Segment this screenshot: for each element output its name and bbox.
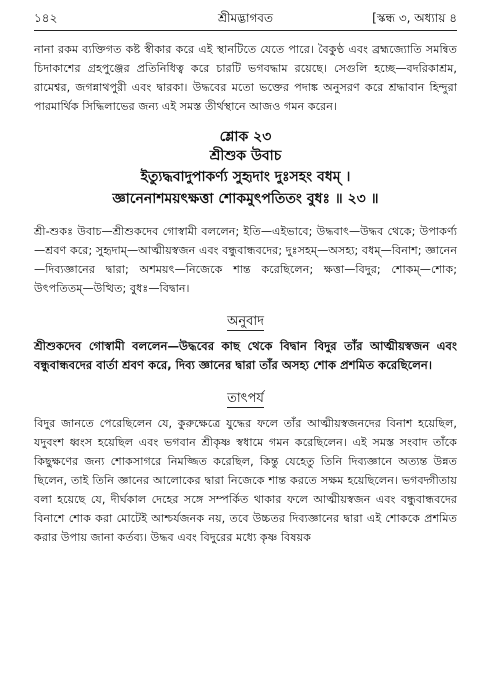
synonyms-paragraph: শ্রী-শুকঃ উবাচ—শ্রীশুকদেব গোস্বামী বললেন; ইতি—এইভাবে; উদ্ধবাৎ—উদ্ধব থেকে; উপাকর্ণ্য—শ্রবণ করে; সুহৃদাম্—আত্মীয়স্বজন এবং বন্ধুবান্ধবদের; দুঃসহম্—অসহ্য; বধম্—বিনাশ; জ্ঞানেন—দিব্যজ্ঞানের দ্বারা; অশময়ৎ—নিজেকে শান্ত করেছিলেন; ক্ষত্তা—বিদুর; শোকম্—শোক; উৎপতিতম্—উত্থিত; বুধঃ—বিদ্বান।	[34, 225, 457, 295]
page-content	[34, 40, 457, 547]
translation-heading-text: অনুবাদ	[227, 314, 264, 329]
translation-paragraph: শ্রীশুকদেব গোস্বামী বললেন—উদ্ধবের কাছ থেকে বিদ্বান বিদুর তাঁর আত্মীয়স্বজন এবং বন্ধুবান্ধবদের বার্তা শ্রবণ করে, দিব্য জ্ঞানের দ্বারা তাঁর অসহ্য শোক প্রশমিত করেছিলেন।	[34, 339, 457, 372]
sloka-number: শ্লোক ২৩	[219, 129, 272, 145]
book-title: শ্রীমদ্ভাগবত	[217, 11, 273, 25]
chapter-label: [স্কন্ধ ৩, অধ্যায় ৪	[372, 11, 457, 25]
page-header	[34, 10, 457, 28]
purport-paragraph: বিদুর জানতে পেরেছিলেন যে, কুরুক্ষেত্রে যুদ্ধের ফলে তাঁর আত্মীয়স্বজনদের বিনাশ হয়েছিল, যদুবংশ ধ্বংস হয়েছিল এবং ভগবান শ্রীকৃষ্ণ স্বধামে গমন করেছিলেন। এই সমস্ত সংবাদ তাঁকে কিছুক্ষণের জন্য শোকসাগরে নিমজ্জিত করেছিল, কিন্তু যেহেতু তিনি দিব্যজ্ঞানে অত্যন্ত উন্নত ছিলেন, তাই তিনি জ্ঞানের আলোকের দ্বারা নিজেকে শান্ত করতে সক্ষম হয়েছিলেন। ভগবদ্গীতায় বলা হয়েছে যে, দীর্ঘকাল দেহের সঙ্গে সম্পর্কিত থাকার ফলে আত্মীয়স্বজন এবং বন্ধুবান্ধবদের বিনাশে শোক করা মোটেই আশ্চর্যজনক নয়, তবে উচ্চতর দিব্যজ্ঞানের দ্বারা এই শোককে প্রশমিত করার উপায় জানা কর্তব্য। উদ্ধব এবং বিদুরের মধ্যে কৃষ্ণ বিষয়ক	[34, 417, 457, 544]
intro-paragraph: নানা রকম ব্যক্তিগত কষ্ট স্বীকার করে এই স্থানটিতে যেতে পারে। বৈকুণ্ঠ এবং ব্রহ্মজ্যোতি সমন্বিত চিদাকাশের গ্রহপুঞ্জের প্রতিনিধিত্ব করে চারটি ভগবদ্ধাম রয়েছে। সেগুলি হচ্ছে—বদরিকাশ্রম, রামেশ্বর, জগন্নাথপুরী এবং দ্বারকা। উদ্ধবের মতো ভক্তের পদাঙ্ক অনুসরণ করে শ্রদ্ধাবান হিন্দুরা পারমার্থিক সিদ্ধিলাভের জন্য এই সমস্ত তীর্থস্থানে আজও গমন করেন।	[34, 43, 457, 113]
page-number: ১৪২	[34, 11, 58, 25]
translation-heading	[34, 312, 457, 331]
header-rule	[34, 30, 457, 31]
sloka-line-1: ইত্যুদ্ধবাদুপাকর্ণ্য সুহৃদাং দুঃসহং বধম্ ।	[140, 169, 351, 185]
purport-heading	[34, 389, 457, 408]
sloka-speaker: শ্রীশুক উবাচ	[209, 148, 282, 164]
sloka-line-2: জ্ঞানেনাশময়ৎক্ষত্তা শোকমুৎপতিতং বুধঃ ॥ ২৩ ॥	[112, 191, 379, 207]
purport-heading-text: তাৎপর্য	[227, 391, 264, 406]
